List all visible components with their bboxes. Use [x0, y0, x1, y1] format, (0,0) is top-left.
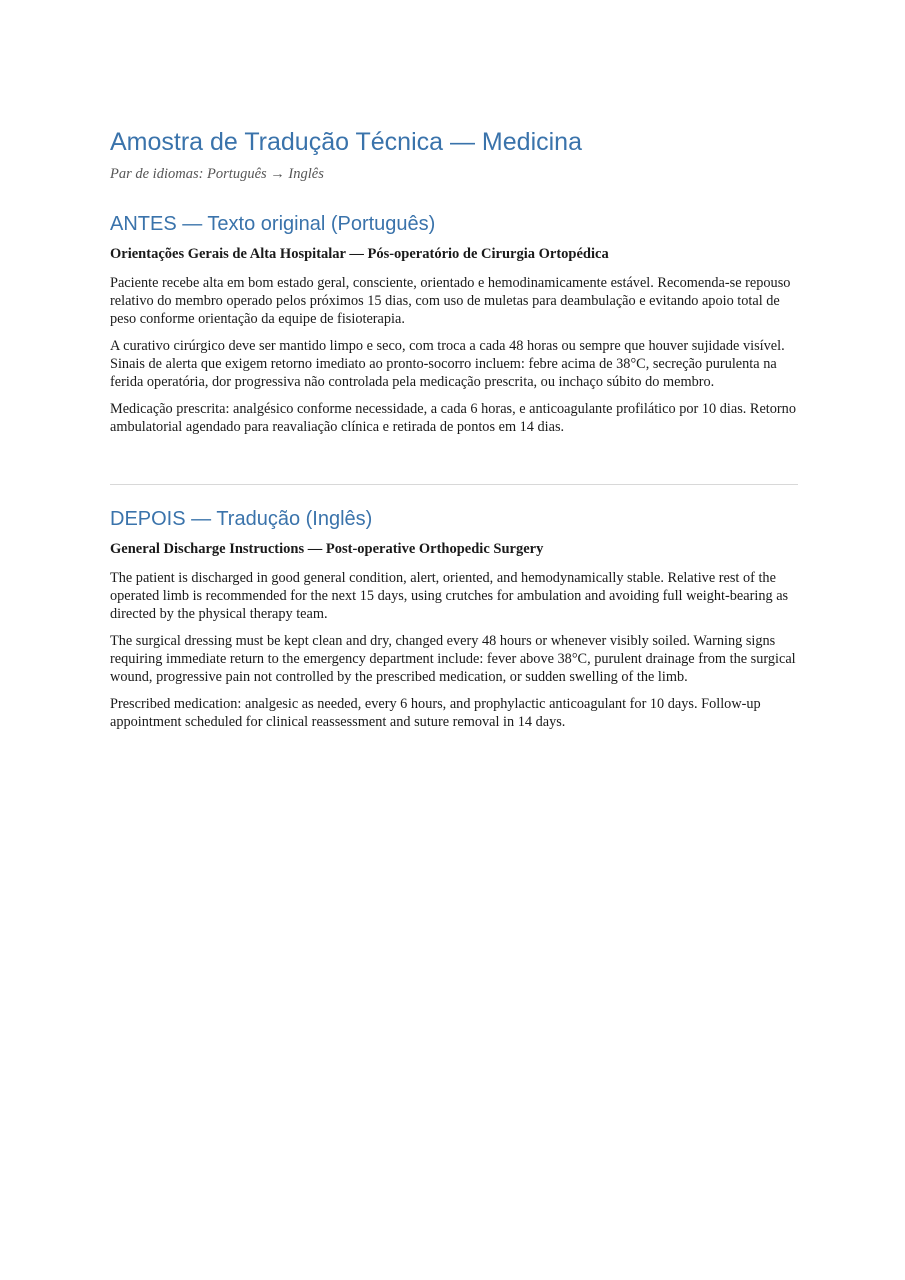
before-document-subheading: Orientações Gerais de Alta Hospitalar — Pós-operatório de Cirurgia Ortopédica [110, 246, 609, 262]
after-paragraph: The surgical dressing must be kept clean and dry, changed every 48 hours or whenever visibly soiled. Warning signs requiring immediate return to the emergency department include: fever above 38°C, purulent drainage from the surgical wound, progressive pain not controlled by the prescribed medication, or sudden swelling of the limb. [110, 633, 796, 685]
before-paragraph: Medicação prescrita: analgésico conforme necessidade, a cada 6 horas, e anticoagulante profilático por 10 dias. Retorno ambulatorial agendado para reavaliação clínica e retirada de pontos em 14 dias. [110, 401, 796, 435]
document-title: Amostra de Tradução Técnica — Medicina [110, 128, 582, 156]
document-page [110, 124, 798, 731]
after-paragraph: The patient is discharged in good general condition, alert, oriented, and hemodynamically stable. Relative rest of the operated limb is recommended for the next 15 days, using crutches for ambulation and avoiding full weight-bearing as directed by the physical therapy team. [110, 570, 789, 622]
after-paragraph: Prescribed medication: analgesic as needed, every 6 hours, and prophylactic anticoagulant for 10 days. Follow-up appointment scheduled for clinical reassessment and suture removal in 14 days. [110, 696, 761, 730]
translation-section [110, 505, 798, 731]
before-paragraph: Paciente recebe alta em bom estado geral, consciente, orientado e hemodinamicamente estável. Recomenda-se repouso relativo do membro operado pelos próximos 15 dias, com uso de muletas para deambulação e evitando apoio total de peso conforme orientação da equipe de fisioterapia. [110, 275, 791, 327]
after-section-heading: DEPOIS — Tradução (Inglês) [110, 508, 373, 530]
language-pair-subtitle: Par de idiomas: Português → Inglês [110, 166, 324, 182]
before-section-heading: ANTES — Texto original (Português) [110, 213, 436, 235]
after-document-subheading: General Discharge Instructions — Post-operative Orthopedic Surgery [110, 541, 544, 557]
before-paragraph: A curativo cirúrgico deve ser mantido limpo e seco, com troca a cada 48 horas ou sempre que houver sujidade visível. Sinais de alerta que exigem retorno imediato ao pronto-socorro incluem: febre acima de 38°C, secreção purulenta na ferida operatória, dor progressiva não controlada pela medicação prescrita, ou inchaço súbito do membro. [110, 338, 785, 390]
original-text-section [110, 210, 798, 436]
section-divider [110, 484, 798, 485]
